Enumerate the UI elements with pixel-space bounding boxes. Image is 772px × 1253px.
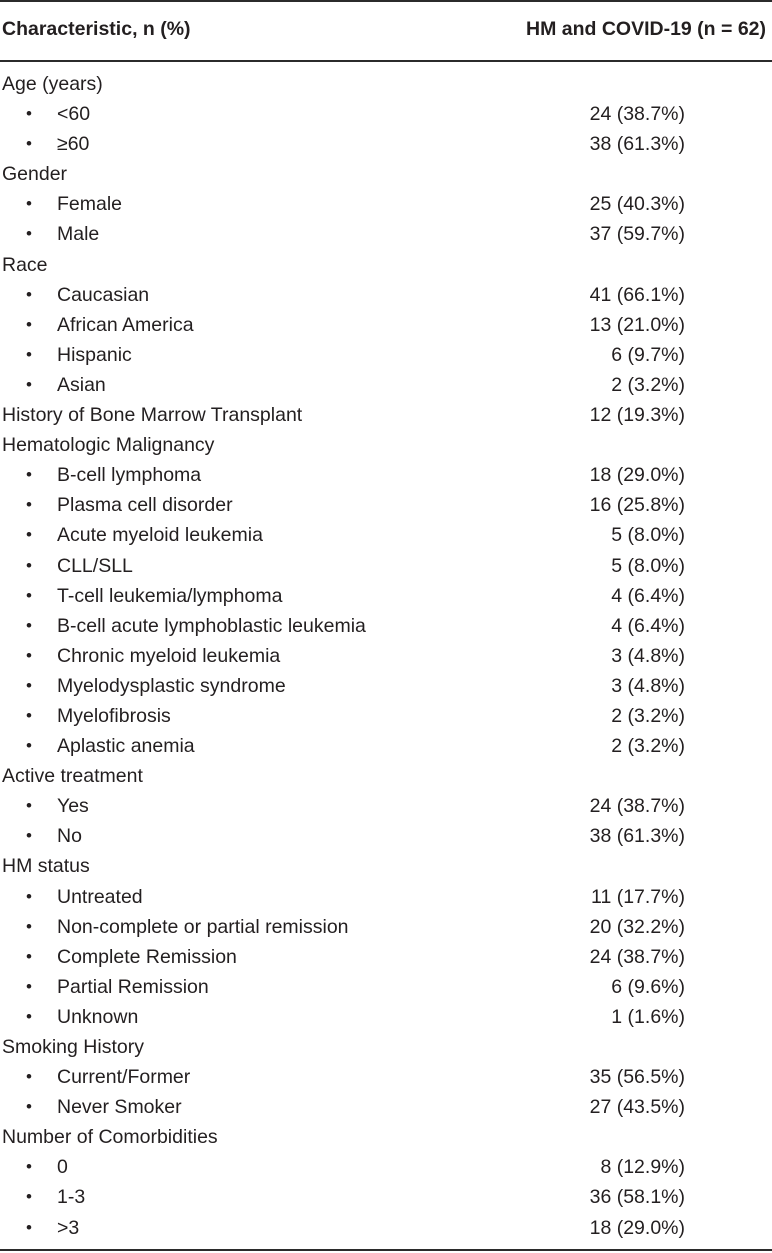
- row-label: B-cell lymphoma: [57, 464, 202, 487]
- table-header: [0, 0, 772, 60]
- bullet-icon: •: [26, 946, 32, 966]
- row-value: 4 (6.4%): [611, 614, 685, 637]
- row-label: Race: [2, 253, 48, 276]
- row-label: Untreated: [57, 885, 143, 908]
- row-label: <60: [57, 103, 91, 126]
- row-label: Yes: [57, 795, 89, 818]
- row-value: 4 (6.4%): [611, 584, 685, 607]
- row-value: 18 (29.0%): [589, 1216, 685, 1239]
- bullet-icon: •: [26, 1217, 32, 1237]
- bullet-icon: •: [26, 555, 32, 575]
- bullet-icon: •: [26, 1187, 32, 1207]
- table-category-row: [0, 430, 772, 460]
- row-label: Number of Comorbidities: [2, 1126, 218, 1149]
- row-value: 3 (4.8%): [611, 674, 685, 697]
- row-label: CLL/SLL: [57, 554, 133, 577]
- table-header-rule: [0, 60, 772, 62]
- row-value: 2 (3.2%): [611, 735, 685, 758]
- table-row: [0, 912, 772, 942]
- table-row: [0, 1182, 772, 1212]
- table-row: [0, 340, 772, 370]
- table-row: [0, 1152, 772, 1182]
- table-category-row: [0, 761, 772, 791]
- table-body: [0, 69, 772, 1243]
- bullet-icon: •: [26, 705, 32, 725]
- row-value: 8 (12.9%): [600, 1156, 685, 1179]
- table-row: [0, 1092, 772, 1122]
- table-row: [0, 460, 772, 490]
- table-row: [0, 882, 772, 912]
- bullet-icon: •: [26, 826, 32, 846]
- table-row: [0, 280, 772, 310]
- table-row: [0, 611, 772, 641]
- row-value: 27 (43.5%): [589, 1096, 685, 1119]
- table-category-row: [0, 1032, 772, 1062]
- row-label: Age (years): [2, 73, 103, 95]
- table-category-row: [0, 851, 772, 881]
- row-label: Asian: [57, 373, 106, 396]
- table-row: [0, 189, 772, 219]
- row-value: 2 (3.2%): [611, 704, 685, 727]
- row-label: Hispanic: [57, 343, 132, 366]
- row-value: 24 (38.7%): [589, 945, 685, 968]
- bullet-icon: •: [26, 224, 32, 244]
- table-category-row: [0, 1122, 772, 1152]
- row-value: 2 (3.2%): [611, 373, 685, 396]
- row-value: 1 (1.6%): [611, 1005, 685, 1028]
- bullet-icon: •: [26, 645, 32, 665]
- row-value: 11 (17.7%): [591, 885, 685, 908]
- row-label: African America: [57, 313, 194, 336]
- row-label: Current/Former: [57, 1066, 191, 1089]
- row-label: Myelofibrosis: [57, 704, 171, 727]
- bullet-icon: •: [26, 916, 32, 936]
- table-row: [0, 701, 772, 731]
- bullet-icon: •: [26, 675, 32, 695]
- row-value: 3 (4.8%): [611, 644, 685, 667]
- row-label: Myelodysplastic syndrome: [57, 674, 286, 697]
- table-bottom-rule: [0, 1249, 772, 1251]
- bullet-icon: •: [26, 525, 32, 545]
- bullet-icon: •: [26, 374, 32, 394]
- table-row: [0, 490, 772, 520]
- table-row: [0, 129, 772, 159]
- table-category-row: [0, 250, 772, 280]
- row-value: 38 (61.3%): [589, 825, 685, 848]
- table-row: [0, 641, 772, 671]
- row-value: 36 (58.1%): [589, 1186, 685, 1209]
- row-label: Female: [57, 193, 123, 216]
- bullet-icon: •: [26, 194, 32, 214]
- row-label: History of Bone Marrow Transplant: [2, 404, 303, 427]
- table-row: [0, 370, 772, 400]
- row-value: 12 (19.3%): [589, 404, 685, 427]
- row-value: 20 (32.2%): [589, 915, 685, 938]
- table-row: [0, 821, 772, 851]
- row-value: 25 (40.3%): [589, 193, 685, 216]
- table-row: [0, 1213, 772, 1243]
- row-label: Partial Remission: [57, 975, 209, 998]
- bullet-icon: •: [26, 344, 32, 364]
- table-row: [0, 731, 772, 761]
- bullet-icon: •: [26, 796, 32, 816]
- row-value: 13 (21.0%): [589, 313, 685, 336]
- header-characteristic: Characteristic, n (%): [2, 18, 191, 40]
- bullet-icon: •: [26, 495, 32, 515]
- bullet-icon: •: [26, 615, 32, 635]
- row-label: 1-3: [57, 1186, 86, 1209]
- row-value: 6 (9.6%): [611, 975, 685, 998]
- table-category-row: [0, 69, 772, 99]
- row-value: 6 (9.7%): [611, 343, 685, 366]
- table-category-row: [0, 159, 772, 189]
- row-label: Smoking History: [2, 1036, 144, 1058]
- bullet-icon: •: [26, 465, 32, 485]
- table-row: [0, 791, 772, 821]
- row-label: B-cell acute lymphoblastic leukemia: [57, 614, 366, 637]
- row-value: 24 (38.7%): [589, 103, 685, 126]
- header-group: HM and COVID-19 (n = 62): [526, 18, 766, 40]
- row-value: 41 (66.1%): [589, 283, 685, 306]
- bullet-icon: •: [26, 1097, 32, 1117]
- bullet-icon: •: [26, 314, 32, 334]
- row-label: Non-complete or partial remission: [57, 915, 349, 938]
- row-value: 5 (8.0%): [611, 524, 685, 547]
- bullet-icon: •: [26, 134, 32, 154]
- row-label: Unknown: [57, 1005, 139, 1028]
- row-label: >3: [57, 1216, 80, 1239]
- row-value: 5 (8.0%): [611, 554, 685, 577]
- table-row: [0, 219, 772, 249]
- row-label: Caucasian: [57, 283, 150, 306]
- row-label: Chronic myeloid leukemia: [57, 644, 281, 667]
- table-row: [0, 310, 772, 340]
- row-label: 0: [57, 1156, 68, 1179]
- table-category-row: [0, 400, 772, 430]
- row-label: Male: [57, 223, 100, 246]
- table-row: [0, 520, 772, 550]
- row-label: Aplastic anemia: [57, 735, 195, 758]
- bullet-icon: •: [26, 976, 32, 996]
- bullet-icon: •: [26, 104, 32, 124]
- row-value: 18 (29.0%): [589, 464, 685, 487]
- table-row: [0, 972, 772, 1002]
- bullet-icon: •: [26, 1157, 32, 1177]
- table-row: [0, 99, 772, 129]
- bullet-icon: •: [26, 1067, 32, 1087]
- bullet-icon: •: [26, 886, 32, 906]
- row-value: 16 (25.8%): [589, 494, 685, 517]
- table-row: [0, 551, 772, 581]
- row-label: ≥60: [57, 133, 90, 156]
- table-row: [0, 942, 772, 972]
- bullet-icon: •: [26, 284, 32, 304]
- row-label: No: [57, 825, 82, 848]
- row-value: 37 (59.7%): [589, 223, 685, 246]
- row-label: Complete Remission: [57, 945, 237, 968]
- bullet-icon: •: [26, 585, 32, 605]
- row-label: Hematologic Malignancy: [2, 434, 215, 457]
- table-row: [0, 581, 772, 611]
- row-value: 38 (61.3%): [589, 133, 685, 156]
- row-label: Gender: [2, 163, 68, 186]
- table-row: [0, 1062, 772, 1092]
- row-label: Never Smoker: [57, 1096, 182, 1119]
- table-row: [0, 671, 772, 701]
- row-value: 35 (56.5%): [589, 1066, 685, 1089]
- bullet-icon: •: [26, 736, 32, 756]
- table-row: [0, 1002, 772, 1032]
- row-label: T-cell leukemia/lymphoma: [57, 584, 283, 607]
- row-label: Active treatment: [2, 765, 143, 788]
- row-value: 24 (38.7%): [589, 795, 685, 818]
- bullet-icon: •: [26, 1006, 32, 1026]
- row-label: Acute myeloid leukemia: [57, 524, 263, 547]
- row-label: HM status: [2, 855, 90, 878]
- row-label: Plasma cell disorder: [57, 494, 233, 517]
